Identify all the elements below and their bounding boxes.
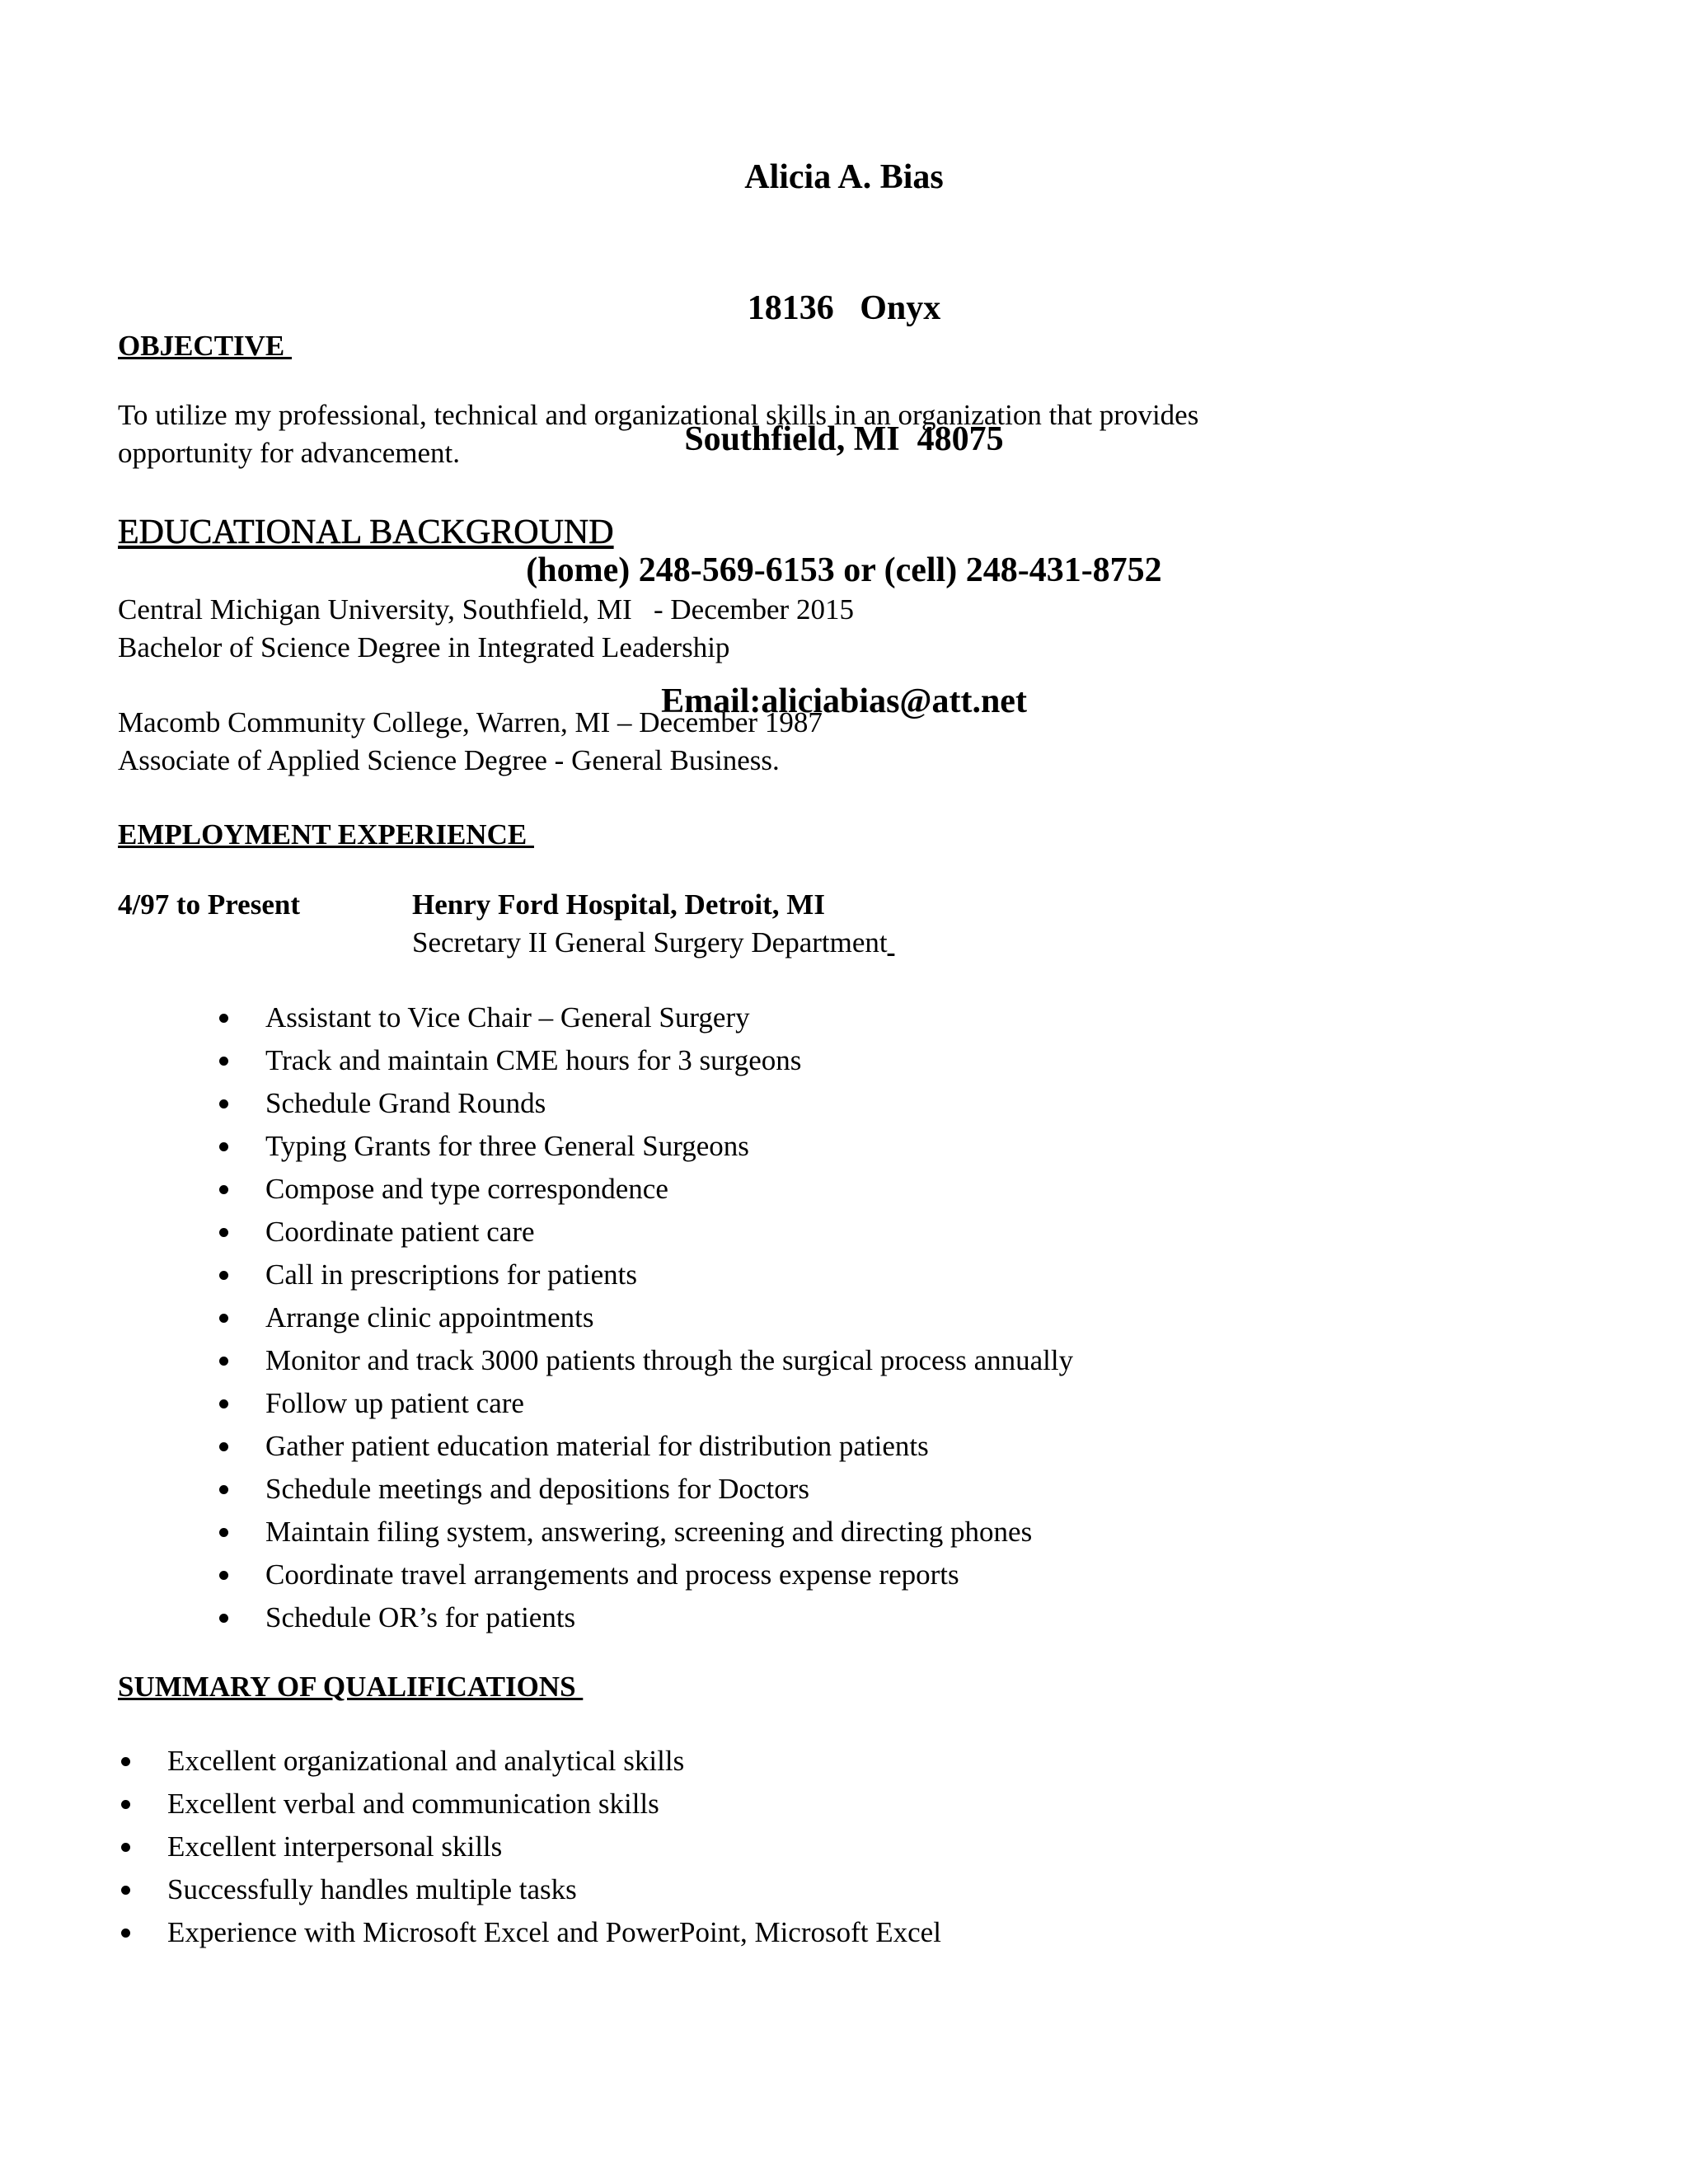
bullet-icon	[219, 1357, 228, 1366]
qualification-item-text: Successfully handles multiple tasks	[167, 1873, 577, 1905]
job-dates: 4/97 to Present	[118, 888, 300, 921]
email-address: Email:aliciabias@att.net	[661, 682, 1027, 720]
city-state-zip: Southfield, MI 48075	[684, 420, 1004, 458]
applicant-name: Alicia A. Bias	[744, 158, 944, 196]
qualification-item-text: Excellent verbal and communication skills	[167, 1788, 659, 1820]
duty-item	[265, 1425, 1073, 1468]
qualification-item-text: Excellent interpersonal skills	[167, 1830, 503, 1863]
duty-item-text: Call in prescriptions for patients	[265, 1258, 638, 1291]
bullet-icon	[121, 1757, 130, 1766]
qualifications-heading: SUMMARY OF QUALIFICATIONS	[118, 1671, 584, 1703]
duty-item	[265, 996, 1073, 1039]
bullet-icon	[219, 1228, 228, 1237]
duty-item	[265, 1254, 1073, 1296]
education-heading: EDUCATIONAL BACKGROUND	[118, 513, 614, 551]
qualifications-list	[167, 1740, 941, 1954]
qualification-item-text: Excellent organizational and analytical skills	[167, 1745, 685, 1777]
duty-item-text: Schedule Grand Rounds	[265, 1087, 546, 1119]
street-address: 18136 Onyx	[747, 289, 941, 327]
education-school-1: Central Michigan University, Southfield, MI - December 2015	[118, 593, 854, 626]
objective-heading: OBJECTIVE	[118, 330, 293, 362]
bullet-icon	[121, 1886, 130, 1895]
qualification-item	[167, 1825, 941, 1868]
bullet-icon	[219, 1057, 228, 1066]
bullet-icon	[219, 1442, 228, 1451]
qualification-item-text: Experience with Microsoft Excel and PowerPoint, Microsoft Excel	[167, 1916, 941, 1948]
duty-item-text: Follow up patient care	[265, 1387, 524, 1419]
duty-item-text: Compose and type correspondence	[265, 1173, 668, 1205]
qualification-item	[167, 1783, 941, 1825]
education-degree-2: Associate of Applied Science Degree - General Business.	[118, 744, 780, 776]
job-title-text: Secretary II General Surgery Department	[412, 926, 888, 958]
bullet-icon	[219, 1528, 228, 1537]
objective-line-1: To utilize my professional, technical and organizational skills in an organization that provides	[118, 399, 1199, 431]
duty-item-text: Arrange clinic appointments	[265, 1301, 594, 1333]
duty-item-text: Typing Grants for three General Surgeons	[265, 1130, 749, 1162]
phone-numbers: (home) 248-569-6153 or (cell) 248-431-8752	[526, 551, 1162, 589]
bullet-icon	[121, 1800, 130, 1809]
qualification-item	[167, 1911, 941, 1954]
duty-item	[265, 1296, 1073, 1339]
bullet-icon	[219, 1614, 228, 1623]
bullet-icon	[219, 1571, 228, 1580]
duty-item	[265, 1511, 1073, 1554]
bullet-icon	[219, 1314, 228, 1323]
education-school-2: Macomb Community College, Warren, MI – December 1987	[118, 706, 823, 738]
bullet-icon	[121, 1843, 130, 1852]
bullet-icon	[219, 1014, 228, 1023]
job-title	[412, 924, 894, 962]
duty-item-text: Gather patient education material for distribution patients	[265, 1430, 929, 1462]
objective-line-2: opportunity for advancement.	[118, 437, 461, 469]
bullet-icon	[219, 1399, 228, 1408]
duty-item	[265, 1468, 1073, 1511]
duty-item-text: Maintain filing system, answering, screening and directing phones	[265, 1516, 1033, 1548]
bullet-icon	[219, 1142, 228, 1151]
bullet-icon	[121, 1929, 130, 1938]
duty-item	[265, 1382, 1073, 1425]
duty-item-text: Coordinate travel arrangements and process expense reports	[265, 1558, 959, 1591]
bullet-icon	[219, 1485, 228, 1494]
duty-item	[265, 1125, 1073, 1168]
bullet-icon	[219, 1099, 228, 1108]
duty-item	[265, 1168, 1073, 1211]
duties-list	[265, 996, 1073, 1639]
duty-item-text: Schedule meetings and depositions for Doctors	[265, 1473, 810, 1505]
job-employer: Henry Ford Hospital, Detroit, MI	[412, 888, 825, 921]
duty-item-text: Coordinate patient care	[265, 1216, 535, 1248]
duty-item-text: Assistant to Vice Chair – General Surgery	[265, 1001, 750, 1033]
bullet-icon	[219, 1185, 228, 1194]
duty-item	[265, 1596, 1073, 1639]
bullet-icon	[219, 1271, 228, 1280]
duty-item-text: Monitor and track 3000 patients through the surgical process annually	[265, 1344, 1074, 1376]
duty-item-text: Schedule OR’s for patients	[265, 1601, 576, 1633]
employment-heading: EMPLOYMENT EXPERIENCE	[118, 818, 534, 851]
qualification-item	[167, 1868, 941, 1911]
qualification-item	[167, 1740, 941, 1783]
duty-item	[265, 1211, 1073, 1254]
duty-item	[265, 1039, 1073, 1082]
education-degree-1: Bachelor of Science Degree in Integrated Leadership	[118, 631, 730, 663]
job-title-underline	[888, 926, 895, 958]
duty-item	[265, 1082, 1073, 1125]
duty-item	[265, 1554, 1073, 1596]
duty-item	[265, 1339, 1073, 1382]
duty-item-text: Track and maintain CME hours for 3 surgeons	[265, 1044, 802, 1076]
